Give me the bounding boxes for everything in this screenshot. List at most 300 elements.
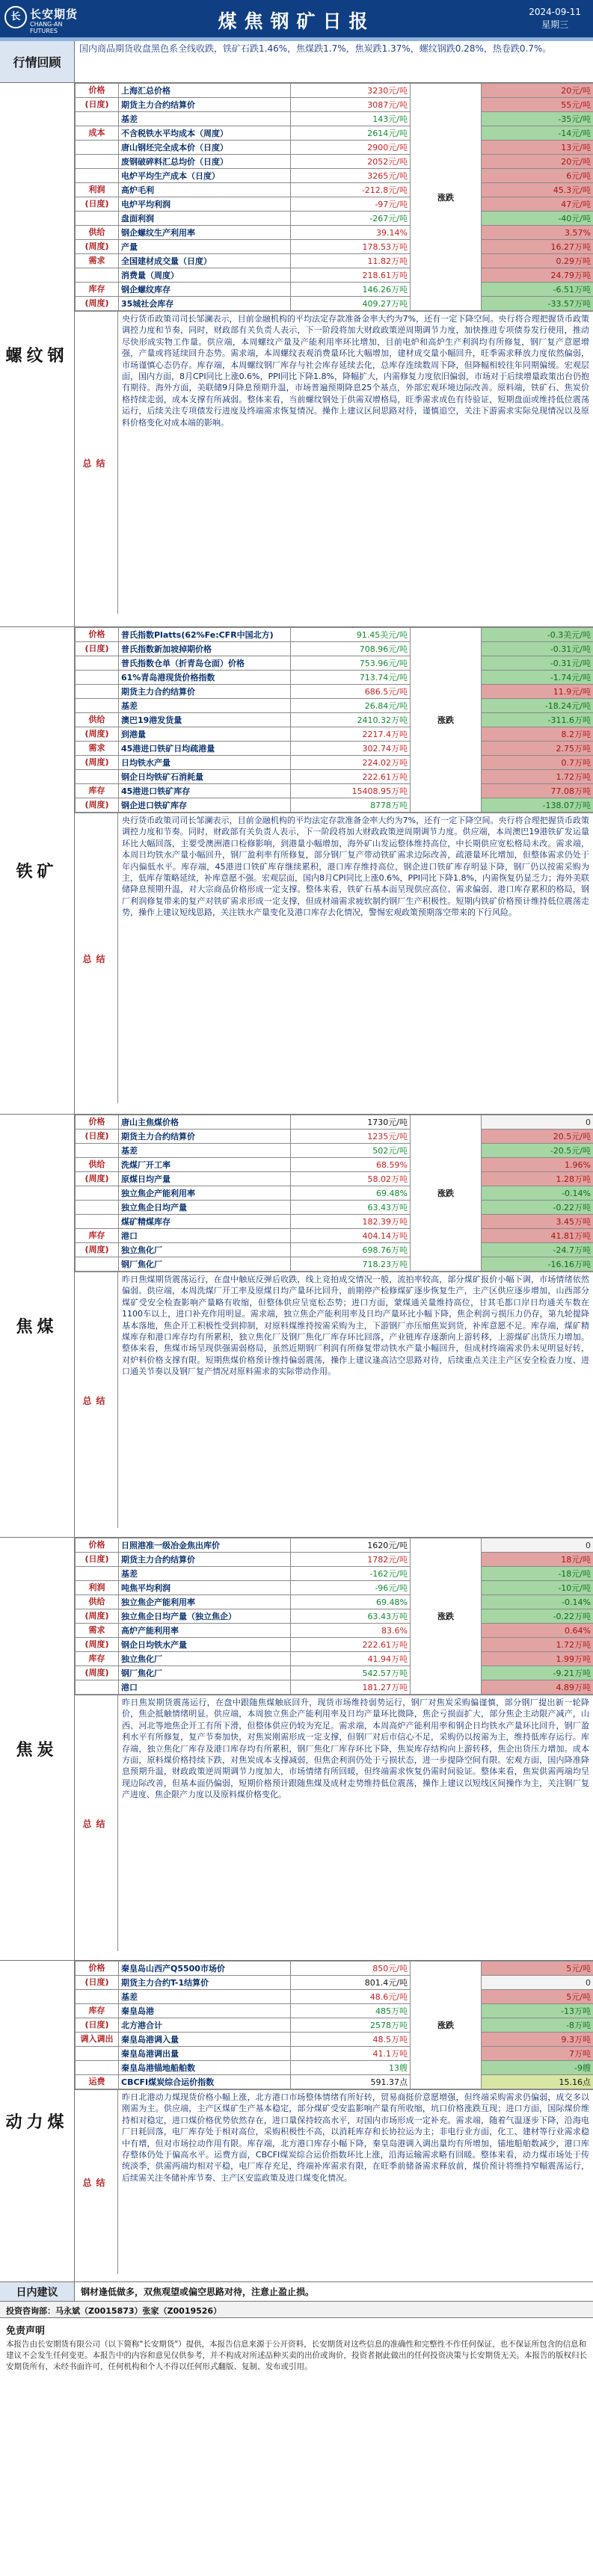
change-value: -311.6万吨 [482, 713, 593, 727]
table-row [76, 642, 593, 656]
indicator-name: 高炉毛利 [119, 183, 291, 197]
category-cell: (周度) [76, 1609, 119, 1624]
change-value: -35元/吨 [482, 112, 593, 126]
category-cell: (日度) [76, 98, 119, 112]
table-row [76, 1976, 593, 1990]
table-row [76, 727, 593, 742]
summary-block [75, 1272, 593, 1528]
indicator-value: 68.59% [291, 1158, 411, 1172]
report-date [529, 6, 581, 31]
indicator-name: 上海汇总价格 [119, 84, 291, 98]
table-row [76, 2061, 593, 2075]
section-name: 焦煤 [0, 1115, 75, 1537]
indicator-value: 41.1万吨 [291, 2047, 411, 2061]
commodity-sections [0, 83, 593, 2282]
disclaimer-title: 免责声明 [6, 2326, 46, 2337]
indicator-value: -162元/吨 [291, 1567, 411, 1581]
category-cell: (日度) [76, 1976, 119, 1990]
category-cell [76, 155, 119, 169]
change-value: -16.16万吨 [482, 1257, 593, 1272]
change-value: 2.75万吨 [482, 742, 593, 756]
table-row [76, 2033, 593, 2047]
change-value: 5元/吨 [482, 1990, 593, 2004]
category-cell: 需求 [76, 742, 119, 756]
indicator-value: -267元/吨 [291, 212, 411, 226]
category-cell: 供给 [76, 713, 119, 727]
change-value: -0.14% [482, 1595, 593, 1609]
change-value: 11.9元/吨 [482, 685, 593, 699]
change-value: 1.72万吨 [482, 770, 593, 784]
logo-icon: 长 [4, 6, 27, 28]
indicator-name: 基差 [119, 1990, 291, 2004]
table-row [76, 283, 593, 297]
indicator-value: 182.39万吨 [291, 1215, 411, 1229]
summary-text: 昨日北港动力煤现货价格小幅上涨，北方港口市场整体情绪有所好转，贸易商挺价意愿增强，但终端采购需求仍偏弱，成交多以刚需为主。供应端，主产区煤矿生产基本稳定，部分煤矿受安监影响产量有所收缩，坑口价格涨跌互现；进口方面，国际煤价维持相对稳定，进口煤价格优势依然存在，进口量保持较高水平，对国内市场形成一定补充。需求端，随着气温逐步下降，沿海电厂日耗回落，电厂库存处于相对高位，采购积极性不高，以消耗库存和长协拉运为主；非电行业方面，化工、建材等行业需求稳中有增，但对市场拉动作用有限。库存端，北方港口库存小幅下降，秦皇岛港调入调出量均有所增加，锚地船舶数减少，港口库存整体仍处于偏高水平。运费方面，CBCFI煤炭综合运价指数环比上涨，沿海运输需求略有回暖。整体来看，动力煤市场处于传统淡季，供需两端均相对平稳，电厂库存充足，终端补库需求有限，在旺季前储备需求释放前，煤价预计将维持窄幅震荡运行，后续需关注冬储补库节奏、主产区安监政策及进口煤变化情况。 [122, 2092, 589, 2183]
table-row [76, 1595, 593, 1609]
indicator-name: 北方港合计 [119, 2018, 291, 2033]
table-row [76, 1638, 593, 1652]
category-cell: 价格 [76, 84, 119, 98]
indicator-value: 753.96元/吨 [291, 656, 411, 671]
change-value: -0.31元/吨 [482, 642, 593, 656]
table-row [76, 1652, 593, 1666]
indicator-value: 485万吨 [291, 2004, 411, 2018]
indicator-value: 218.61万吨 [291, 268, 411, 283]
category-cell [76, 656, 119, 671]
category-cell [76, 212, 119, 226]
category-cell: (日度) [76, 1130, 119, 1144]
category-cell: (周度) [76, 1172, 119, 1186]
change-value: 7万吨 [482, 2047, 593, 2061]
category-cell: 需求 [76, 254, 119, 268]
category-cell: (日度) [76, 1553, 119, 1567]
change-value: -18元/吨 [482, 1567, 593, 1581]
change-value: 1.28万吨 [482, 1172, 593, 1186]
disclaimer-text: 本报告由长安期货有限公司（以下简称"长安期货"）提供，本报告信息来源于公开资料，长安期货对这些信息的准确性和完整性不作任何保证，也不保证所包含的信息和建议不会发生任何变更。本报告中的内容和意见仅供参考，并不构成对所述品种买卖的出价或询价，投资者据此做出的任何投资决策与长安期货无关。本报告的版权归长安期货所有，未经书面许可，任何机构和个人不得以任何形式翻版、复制、发布或引用。 [6, 2340, 587, 2371]
market-review-text: 国内商品期货收盘黑色系全线收跌，铁矿石跌1.46%，焦煤跌1.7%，焦炭跌1.37%，螺纹钢跌0.28%，热卷跌0.7%。 [79, 43, 552, 54]
change-value: 0 [482, 1115, 593, 1130]
category-cell: 价格 [76, 1538, 119, 1553]
indicator-value: 39.14% [291, 226, 411, 240]
indicator-value: 1620元/吨 [291, 1538, 411, 1553]
indicator-name: 普氏指数仓单（折青岛仓面）价格 [119, 656, 291, 671]
summary-block [75, 1695, 593, 1951]
indicator-value: 3087元/吨 [291, 98, 411, 112]
indicator-name: 废钢破碎料汇总均价（日度） [119, 155, 291, 169]
change-value: -40元/吨 [482, 212, 593, 226]
change-value: 8.2万吨 [482, 727, 593, 742]
table-row [76, 268, 593, 283]
indicator-value: 83.6% [291, 1624, 411, 1638]
summary-text: 央行货币政策司司长邹澜表示，目前金融机构的平均法定存款准备金率大约为7%，还有一定下降空间。央行将合理把握货币政策调控力度和节奏。同时，财政部有关负责人表示，下一阶段将加大财政政策逆周期调节力度。供应端，本周澳巴19港铁矿发运量环比大幅回落，主要受澳洲港口检修影响，到港量小幅增加，海外矿山发运整体维持高位，中长期供应宽松格局未改。需求端，本周日均铁水产量小幅回升，钢厂盈利率有所修复，部分钢厂复产带动铁矿需求边际改善，疏港量环比增加，但整体需求仍处于年内偏低水平。库存端，45港进口铁矿库存继续累积，港口库存维持高位，钢企进口铁矿库存明显下降，钢厂仍以按需采购为主，低库存策略延续，补库意愿不强。宏观层面，国内8月CPI同比上涨0.6%，PPI同比下降1.8%，内需恢复仍显乏力；海外美联储降息预期升温，对大宗商品价格形成一定支撑。整体来看，铁矿石基本面呈现供应高位、需求偏弱、港口库存累积的格局，钢厂利润修复带来的复产对铁矿需求形成一定支撑，但成材端需求疲软制约钢厂生产积极性。短期内铁矿价格预计维持低位震荡走势，操作上建议短线思路，关注铁水产量变化及港口库存去化情况，警惕宏观政策预期落空带来的下行风险。 [122, 816, 589, 918]
category-cell: 调入调出 [76, 2033, 119, 2047]
indicator-name: 唐山主焦煤价格 [119, 1115, 291, 1130]
indicator-name: 高炉产能利用率 [119, 1624, 291, 1638]
indicator-table [75, 1538, 593, 1695]
indicator-value: 63.43万吨 [291, 1201, 411, 1215]
summary-block [75, 813, 593, 1103]
section-2 [0, 1115, 593, 1538]
table-row [76, 742, 593, 756]
indicator-value: 11.82万吨 [291, 254, 411, 268]
change-value: 3.45万吨 [482, 1215, 593, 1229]
change-value: 0.7万吨 [482, 756, 593, 770]
indicator-name: 煤矿精煤库存 [119, 1215, 291, 1229]
category-cell: (周度) [76, 1638, 119, 1652]
category-cell: (周度) [76, 1666, 119, 1680]
indicator-name: 全国建材成交量（日度） [119, 254, 291, 268]
indicator-name: 钢企螺纹生产利用率 [119, 226, 291, 240]
category-cell [76, 169, 119, 183]
indicator-name: 钢企日均铁水产量 [119, 1638, 291, 1652]
indicator-table [75, 1961, 593, 2089]
change-value: 0 [482, 1976, 593, 1990]
table-row [76, 1990, 593, 2004]
indicator-value: 3265元/吨 [291, 169, 411, 183]
table-row [76, 784, 593, 798]
change-value: 24.79万吨 [482, 268, 593, 283]
table-row [76, 1215, 593, 1229]
change-value: -33.57万吨 [482, 297, 593, 311]
category-cell [76, 1257, 119, 1272]
indicator-value: 850元/吨 [291, 1962, 411, 1976]
table-row [76, 2075, 593, 2089]
change-value: 9.3万吨 [482, 2033, 593, 2047]
indicator-value: 686.5元/吨 [291, 685, 411, 699]
advice-label: 日内建议 [0, 2282, 75, 2301]
change-value: -0.3美元/吨 [482, 628, 593, 642]
table-row [76, 770, 593, 784]
category-cell: 供给 [76, 1158, 119, 1172]
indicator-name: 独立焦企日均产量（独立焦企） [119, 1609, 291, 1624]
market-review-label: 行情回顾 [0, 41, 75, 82]
indicator-value: 58.02万吨 [291, 1172, 411, 1186]
indicator-name: 独立焦企产能利用率 [119, 1186, 291, 1201]
indicator-value: 2410.32万吨 [291, 713, 411, 727]
table-row [76, 2018, 593, 2033]
indicator-value: 502元/吨 [291, 1144, 411, 1158]
table-row [76, 1115, 593, 1130]
table-row [76, 685, 593, 699]
section-name: 铁矿 [0, 627, 75, 1114]
category-cell: 库存 [76, 2004, 119, 2018]
category-cell [76, 2047, 119, 2061]
table-row [76, 656, 593, 671]
indicator-name: 期货主力合约结算价 [119, 685, 291, 699]
indicator-value: 591.37点 [291, 2075, 411, 2089]
section-name: 焦炭 [0, 1538, 75, 1960]
table-row [76, 297, 593, 311]
table-row [76, 1553, 593, 1567]
indicator-name: 秦皇岛港 [119, 2004, 291, 2018]
change-value: 20元/吨 [482, 84, 593, 98]
change-value: -13万吨 [482, 2004, 593, 2018]
table-row [76, 2047, 593, 2061]
table-row [76, 1666, 593, 1680]
section-0 [0, 83, 593, 627]
category-cell: 供给 [76, 226, 119, 240]
indicator-value: 146.26万吨 [291, 283, 411, 297]
category-cell: 价格 [76, 1962, 119, 1976]
table-row [76, 1130, 593, 1144]
table-row [76, 1158, 593, 1172]
indicator-name: 到港量 [119, 727, 291, 742]
category-cell: 供给 [76, 1595, 119, 1609]
summary-text: 昨日焦炭期货震荡运行，在盘中跟随焦煤触底回升，现货市场维持弱势运行，钢厂对焦炭采购偏谨慎，部分钢厂提出新一轮降价，焦企抵触情绪明显。供应端，本周独立焦企产能利用率及日均产量环比微降，焦企亏损面扩大，部分焦企主动限产减产，山西、河北等地焦企开工有所下滑，但整体供应仍较为充足。需求端，本周高炉产能利用率和钢企日均铁水产量环比回升，钢厂盈利水平有所修复，复产节奏加快，对焦炭刚需形成一定支撑，但钢厂对后市信心不足，采购仍以按需为主，维持低库存运行。库存端，独立焦化厂库存及港口库存均有所累积，钢厂焦化厂库存环比下降，焦炭库存结构向上游转移，焦企出货压力增加。成本方面，原料煤价格持续下跌，对焦炭成本支撑减弱，但焦企利润仍处于亏损状态，进一步提降空间有限。宏观方面，国内降准降息预期升温，财政政策逆周期调节力度加大，市场情绪有所回暖，但终端需求恢复仍需时间验证。整体来看，焦炭供需两端均呈现边际改善，但基本面仍偏弱，短期价格预计跟随焦煤及成材走势维持低位震荡，操作上建议以短线区间操作为主，关注钢厂复产进度、焦企限产力度以及原料煤价格变化。 [122, 1698, 589, 1800]
table-row [76, 1538, 593, 1553]
indicator-value: 63.43万吨 [291, 1609, 411, 1624]
indicator-name: 期货主力合约结算价 [119, 1130, 291, 1144]
category-cell: 价格 [76, 1115, 119, 1130]
change-value: -9艘 [482, 2061, 593, 2075]
indicator-table [75, 83, 593, 311]
table-row [76, 671, 593, 685]
change-value: 0.64% [482, 1624, 593, 1638]
indicator-value: 2578万吨 [291, 2018, 411, 2033]
indicator-value: 15408.95万吨 [291, 784, 411, 798]
table-row [76, 126, 593, 141]
table-row [76, 197, 593, 212]
indicator-value: 801.4元/吨 [291, 1976, 411, 1990]
change-value: 5元/吨 [482, 1962, 593, 1976]
category-cell: 利润 [76, 1581, 119, 1595]
indicator-name: 45港进口铁矿库存 [119, 784, 291, 798]
change-value: 41.81万吨 [482, 1229, 593, 1243]
indicator-name: 钢厂焦化厂 [119, 1666, 291, 1680]
change-value: -20.5元/吨 [482, 1144, 593, 1158]
table-row [76, 226, 593, 240]
indicator-name: 秦皇岛港调出量 [119, 2047, 291, 2061]
section-4 [0, 1961, 593, 2282]
indicator-name: 日均铁水产量 [119, 756, 291, 770]
table-row [76, 798, 593, 813]
table-row [76, 1229, 593, 1243]
table-row [76, 1962, 593, 1976]
indicator-value: 1782元/吨 [291, 1553, 411, 1567]
change-value: -14元/吨 [482, 126, 593, 141]
change-value: -24.7万吨 [482, 1243, 593, 1257]
indicator-name: 61%青岛港现货价格指数 [119, 671, 291, 685]
table-row [76, 240, 593, 254]
indicator-value: 48.5万吨 [291, 2033, 411, 2047]
change-value: 3.57% [482, 226, 593, 240]
indicator-name: 基差 [119, 112, 291, 126]
change-value: -9.21万吨 [482, 1666, 593, 1680]
indicator-name: 基差 [119, 699, 291, 713]
advice-text: 钢材逢低做多，双焦观望或偏空思路对待，注意止盈止损。 [81, 2287, 315, 2297]
indicator-name: 产量 [119, 240, 291, 254]
table-row [76, 84, 593, 98]
category-cell: (周度) [76, 727, 119, 742]
table-row [76, 1567, 593, 1581]
table-row [76, 1581, 593, 1595]
change-value: 1.99万吨 [482, 1652, 593, 1666]
category-cell [76, 268, 119, 283]
indicator-name: 独立焦化厂 [119, 1243, 291, 1257]
indicator-value: 48.6元/吨 [291, 1990, 411, 2004]
indicator-name: 唐山钢坯完全成本价（日度） [119, 141, 291, 155]
indicator-value: 2614元/吨 [291, 126, 411, 141]
category-cell: 价格 [76, 628, 119, 642]
category-cell: 运费 [76, 2075, 119, 2089]
table-row [76, 1680, 593, 1695]
indicator-value: 718.23万吨 [291, 1257, 411, 1272]
trend-label: 涨跌 [411, 84, 482, 311]
summary-block [75, 2089, 593, 2274]
category-cell: 需求 [76, 1624, 119, 1638]
indicator-value: -212.8元/吨 [291, 183, 411, 197]
table-row [76, 155, 593, 169]
category-cell [76, 685, 119, 699]
indicator-value: 143元/吨 [291, 112, 411, 126]
indicator-name: 电炉平均利润 [119, 197, 291, 212]
indicator-name: 期货主力合约结算价 [119, 98, 291, 112]
trend-label: 涨跌 [411, 1538, 482, 1695]
table-row [76, 98, 593, 112]
indicator-table [75, 627, 593, 813]
category-cell [76, 141, 119, 155]
category-cell [76, 1144, 119, 1158]
change-value: -1.74元/吨 [482, 671, 593, 685]
indicator-name: 独立焦企产能利用率 [119, 1595, 291, 1609]
indicator-value: 224.02万吨 [291, 756, 411, 770]
change-value: 13元/吨 [482, 141, 593, 155]
table-row [76, 1257, 593, 1272]
category-cell: (周度) [76, 798, 119, 813]
trend-label: 涨跌 [411, 1962, 482, 2089]
indicator-name: 吨焦平均利润 [119, 1581, 291, 1595]
indicator-value: 3230元/吨 [291, 84, 411, 98]
change-value: 47元/吨 [482, 197, 593, 212]
category-cell [76, 699, 119, 713]
indicator-value: -97元/吨 [291, 197, 411, 212]
indicator-value: 2900元/吨 [291, 141, 411, 155]
change-value: -10元/吨 [482, 1581, 593, 1595]
indicator-name: 澳巴19港发货量 [119, 713, 291, 727]
summary-label: 总结 [75, 813, 118, 1103]
indicator-name: 期货主力合约T-1结算价 [119, 1976, 291, 1990]
table-row [76, 713, 593, 727]
table-row [76, 212, 593, 226]
indicator-name: 独立焦化厂 [119, 1652, 291, 1666]
indicator-value: 2217.4万吨 [291, 727, 411, 742]
indicator-name: 秦皇岛港调入量 [119, 2033, 291, 2047]
change-value: -0.22万吨 [482, 1609, 593, 1624]
indicator-name: 普氏指数新加坡掉期价格 [119, 642, 291, 656]
table-row [76, 183, 593, 197]
category-cell [76, 1990, 119, 2004]
indicator-name: 钢企进口铁矿库存 [119, 798, 291, 813]
change-value: -0.22万吨 [482, 1201, 593, 1215]
category-cell [76, 1201, 119, 1215]
change-value: 0.29万吨 [482, 254, 593, 268]
change-value: 6元/吨 [482, 169, 593, 183]
logo-english: CHANG-AN FUTURES [30, 21, 63, 34]
category-cell: (日度) [76, 2018, 119, 2033]
category-cell [76, 1680, 119, 1695]
table-row [76, 141, 593, 155]
indicator-name: 秦皇岛港锚地船舶数 [119, 2061, 291, 2075]
indicator-value: 698.76万吨 [291, 1243, 411, 1257]
indicator-name: 洗煤厂开工率 [119, 1158, 291, 1172]
indicator-value: 409.27万吨 [291, 297, 411, 311]
change-value: -18.24元/吨 [482, 699, 593, 713]
indicator-value: 91.45美元/吨 [291, 628, 411, 642]
category-cell: 库存 [76, 1229, 119, 1243]
category-cell: 库存 [76, 784, 119, 798]
category-cell [76, 2061, 119, 2075]
indicator-value: 13艘 [291, 2061, 411, 2075]
indicator-value: 1235元/吨 [291, 1130, 411, 1144]
section-name: 螺纹钢 [0, 83, 75, 626]
indicator-name: 消费量（周度） [119, 268, 291, 283]
table-row [76, 169, 593, 183]
trend-label: 涨跌 [411, 1115, 482, 1272]
indicator-name: 普氏指数Platts(62%Fe:CFR中国北方) [119, 628, 291, 642]
indicator-name: 基差 [119, 1144, 291, 1158]
indicator-value: 708.96元/吨 [291, 642, 411, 656]
indicator-name: 电炉平均生产成本（日度） [119, 169, 291, 183]
indicator-value: 713.74元/吨 [291, 671, 411, 685]
indicator-name: 45港进口铁矿日均疏港量 [119, 742, 291, 756]
indicator-name: 独立焦企日均产量 [119, 1201, 291, 1215]
summary-label: 总结 [75, 312, 118, 614]
weekday-text: 星期三 [541, 19, 569, 30]
indicator-name: 钢企螺纹库存 [119, 283, 291, 297]
indicator-name: 港口 [119, 1229, 291, 1243]
category-cell: 成本 [76, 126, 119, 141]
table-row [76, 1243, 593, 1257]
indicator-name: 盘面利润 [119, 212, 291, 226]
change-value: 18元/吨 [482, 1553, 593, 1567]
summary-label: 总结 [75, 1272, 118, 1528]
category-cell: (周度) [76, 297, 119, 311]
table-row [76, 1172, 593, 1186]
market-review [0, 41, 593, 83]
indicator-name: 秦皇岛山西产Q5500市场价 [119, 1962, 291, 1976]
category-cell: (周度) [76, 1243, 119, 1257]
summary-label: 总结 [75, 1695, 118, 1951]
indicator-name: 钢企日均铁矿石消耗量 [119, 770, 291, 784]
intraday-advice [0, 2282, 593, 2302]
indicator-name: 35城社会库存 [119, 297, 291, 311]
category-cell [76, 1215, 119, 1229]
indicator-value: 181.27万吨 [291, 1680, 411, 1695]
category-cell: 利润 [76, 183, 119, 197]
change-value: 16.27万吨 [482, 240, 593, 254]
category-cell: (日度) [76, 642, 119, 656]
table-row [76, 254, 593, 268]
change-value: 4.89万吨 [482, 1680, 593, 1695]
indicator-value: 26.84元/吨 [291, 699, 411, 713]
category-cell [76, 671, 119, 685]
indicator-value: 2052元/吨 [291, 155, 411, 169]
report-header [0, 0, 593, 37]
indicator-name: 基差 [119, 1567, 291, 1581]
category-cell [76, 770, 119, 784]
category-cell: (日度) [76, 197, 119, 212]
indicator-value: 69.48% [291, 1186, 411, 1201]
report-title: 煤焦钢矿日报 [218, 10, 375, 32]
change-value: 20.5元/吨 [482, 1130, 593, 1144]
table-row [76, 1609, 593, 1624]
indicator-name: CBCFI煤炭综合运价指数 [119, 2075, 291, 2089]
change-value: 1.72万吨 [482, 1638, 593, 1652]
section-1 [0, 627, 593, 1115]
table-row [76, 1624, 593, 1638]
change-value: -138.07万吨 [482, 798, 593, 813]
section-3 [0, 1538, 593, 1961]
